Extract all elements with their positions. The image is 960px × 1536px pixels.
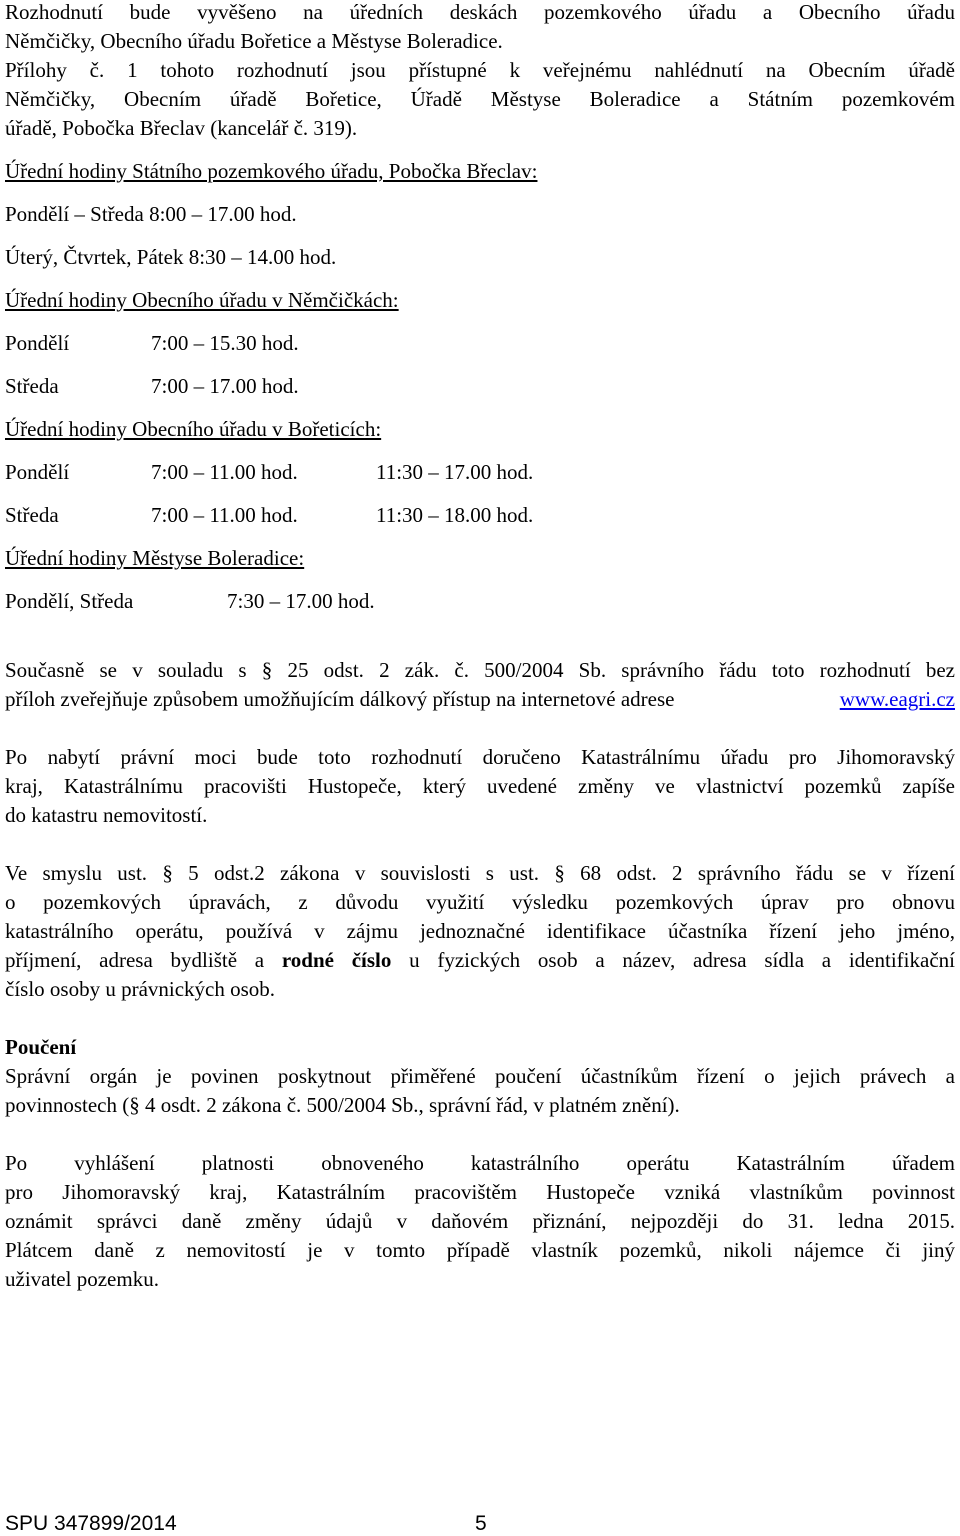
vyhlaseni-line-5: uživatel pozemku. bbox=[5, 1267, 159, 1291]
nabyti-line-2: kraj, Katastrálnímu pracovišti Hustopeče, který uvedené změny ve vlastnictví pozemků zapíše bbox=[5, 774, 955, 798]
intro-line-1: Rozhodnutí bude vyvěšeno na úředních deskách pozemkového úřadu a Obecního úřadu bbox=[5, 0, 955, 24]
vyhlaseni-line-2: pro Jihomoravský kraj, Katastrálním pracovištěm Hustopeče vzniká vlastníkům povinnost bbox=[5, 1180, 955, 1204]
intro-line-4: Němčičky, Obecním úřadě Bořetice, Úřadě Městyse Boleradice a Státním pozemkovém bbox=[5, 87, 955, 111]
smyslu-text: u fyzických osob a název, adresa sídla a identifikační bbox=[409, 948, 955, 972]
document-reference: SPU 347899/2014 bbox=[5, 1512, 177, 1535]
intro-line-5: úřadě, Pobočka Břeclav (kancelář č. 319). bbox=[5, 116, 358, 140]
eagri-link[interactable]: www.eagri.cz bbox=[839, 687, 955, 711]
boretice-hours-heading: Úřední hodiny Obecního úřadu v Bořeticích: bbox=[5, 417, 382, 441]
nemcicky-hours-heading: Úřední hodiny Obecního úřadu v Němčičkách: bbox=[5, 288, 399, 312]
intro-line-2: Němčičky, Obecního úřadu Bořetice a Městyse Boleradice. bbox=[5, 29, 503, 53]
smyslu-line-5: číslo osoby u právnických osob. bbox=[5, 977, 276, 1001]
smyslu-line-2: o pozemkových úpravách, z důvodu využití výsledku pozemkových úprav pro obnovu bbox=[5, 890, 955, 914]
hours-time: 7:00 – 11.00 hod. bbox=[151, 503, 298, 527]
soucasne-text: příloh zveřejňuje způsobem umožňujícím dálkový přístup na internetové adrese bbox=[5, 687, 675, 711]
smyslu-line-3: katastrálního operátu, používá v zájmu jednoznačné identifikace účastníka řízení jeho jméno, bbox=[5, 919, 955, 943]
hours-day: Středa bbox=[5, 503, 59, 527]
spu-hours-row-2: Úterý, Čtvrtek, Pátek 8:30 – 14.00 hod. bbox=[5, 245, 337, 269]
vyhlaseni-line-3: oznámit správci daně změny údajů v daňovém přiznání, nejpozději do 31. ledna 2015. bbox=[5, 1209, 955, 1233]
smyslu-line-4 bbox=[5, 948, 955, 972]
hours-day: Pondělí, Středa bbox=[5, 589, 134, 613]
intro-line-3: Přílohy č. 1 tohoto rozhodnutí jsou přístupné k veřejnému nahlédnutí na Obecním úřadě bbox=[5, 58, 955, 82]
spu-hours-row-1: Pondělí – Středa 8:00 – 17.00 hod. bbox=[5, 202, 297, 226]
hours-time: 7:00 – 15.30 hod. bbox=[151, 331, 299, 355]
pouceni-line-2: povinnostech (§ 4 osdt. 2 zákona č. 500/2004 Sb., správní řád, v platném znění). bbox=[5, 1093, 680, 1117]
rodne-cislo-bold: rodné číslo bbox=[281, 948, 392, 972]
vyhlaseni-line-4: Plátcem daně z nemovitostí je v tomto případě vlastník pozemků, nikoli nájemce či jiný bbox=[5, 1238, 955, 1262]
smyslu-line-1: Ve smyslu ust. § 5 odst.2 zákona v souvislosti s ust. § 68 odst. 2 správního řádu se v řízení bbox=[5, 861, 955, 885]
hours-time: 7:00 – 17.00 hod. bbox=[151, 374, 299, 398]
soucasne-line-1: Současně se v souladu s § 25 odst. 2 zák. č. 500/2004 Sb. správního řádu toto rozhodnutí bez bbox=[5, 658, 955, 682]
boleradice-hours-heading: Úřední hodiny Městyse Boleradice: bbox=[5, 546, 305, 570]
soucasne-line-2 bbox=[5, 687, 955, 711]
pouceni-line-1: Správní orgán je povinen poskytnout přiměřené poučení účastníkům řízení o jejich právech a bbox=[5, 1064, 955, 1088]
hours-time: 7:30 – 17.00 hod. bbox=[227, 589, 375, 613]
hours-day: Středa bbox=[5, 374, 59, 398]
spu-hours-heading: Úřední hodiny Státního pozemkového úřadu, Pobočka Břeclav: bbox=[5, 159, 538, 183]
vyhlaseni-line-1: Po vyhlášení platnosti obnoveného katastrálního operátu Katastrálním úřadem bbox=[5, 1151, 955, 1175]
smyslu-text: příjmení, adresa bydliště a bbox=[5, 948, 265, 972]
hours-day: Pondělí bbox=[5, 460, 70, 484]
footer bbox=[5, 1512, 487, 1536]
page-number: 5 bbox=[475, 1512, 487, 1535]
hours-time: 11:30 – 18.00 hod. bbox=[376, 503, 534, 527]
hours-time: 7:00 – 11.00 hod. bbox=[151, 460, 298, 484]
nabyti-line-1: Po nabytí právní moci bude toto rozhodnutí doručeno Katastrálnímu úřadu pro Jihomoravský bbox=[5, 745, 955, 769]
hours-day: Pondělí bbox=[5, 331, 70, 355]
hours-time: 11:30 – 17.00 hod. bbox=[376, 460, 534, 484]
pouceni-heading: Poučení bbox=[5, 1035, 77, 1059]
nabyti-line-3: do katastru nemovitostí. bbox=[5, 803, 208, 827]
